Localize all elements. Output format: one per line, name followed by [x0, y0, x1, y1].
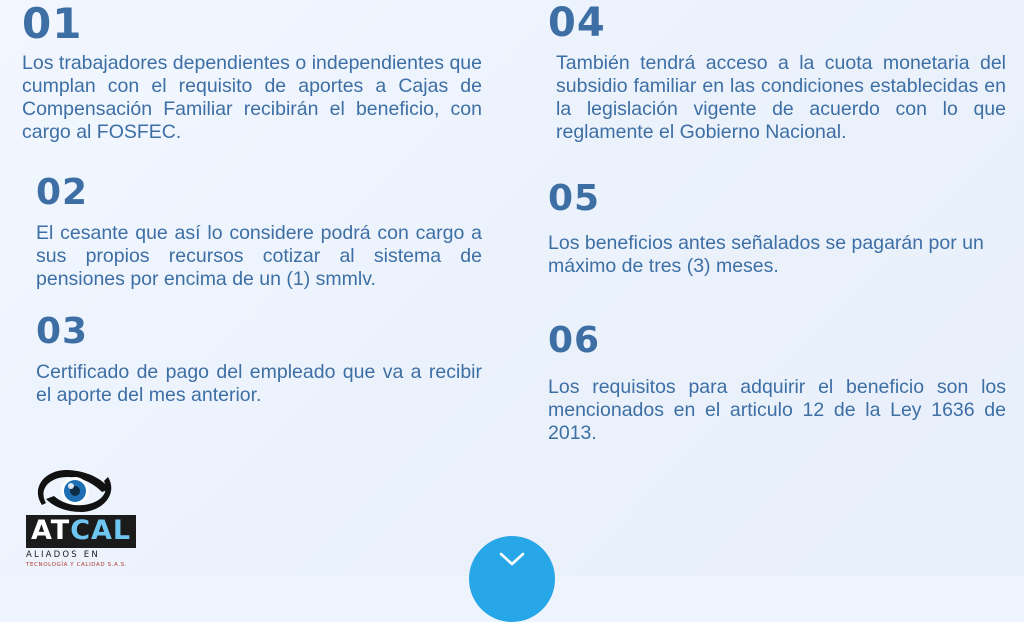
item-number: 01 — [22, 0, 83, 48]
logo-word-main: AT — [31, 514, 71, 546]
logo-word-accent: CAL — [70, 514, 132, 546]
list-item — [36, 174, 482, 291]
list-item — [548, 180, 1006, 278]
item-text: Los trabajadores dependientes o independientes que cumplan con el requisito de aportes a Cajas de Compensación Familiar recibirán el beneficio, con cargo al FOSFEC. — [22, 52, 482, 144]
list-item — [22, 0, 482, 144]
item-text: Los beneficios antes señalados se pagarán por un máximo de tres (3) meses. — [548, 231, 984, 277]
list-item — [36, 310, 482, 407]
logo-tagline: ALIADOS EN — [26, 550, 100, 560]
item-text: El cesante que así lo considere podrá con cargo a sus propios recursos cotizar al sistema de pensiones por encima de un (1) smmlv. — [36, 221, 482, 290]
item-text: Los requisitos para adquirir el beneficio son los mencionados en el articulo 12 de la Ley 1636 de 2013. — [548, 375, 1006, 444]
column-right — [512, 0, 1024, 576]
item-number: 05 — [548, 178, 601, 219]
logo-subtagline: TECNOLOGÍA Y CALIDAD S.A.S. — [26, 562, 128, 568]
company-logo — [26, 465, 130, 568]
item-number: 04 — [548, 0, 606, 46]
scroll-down-button[interactable] — [469, 536, 555, 622]
list-item — [548, 319, 1006, 445]
item-text: También tendrá acceso a la cuota monetaria del subsidio familiar en las condiciones establecidas en la legislación vigente de acuerdo con lo que reglamente el Gobierno Nacional. — [556, 52, 1006, 143]
chevron-down-icon — [499, 552, 525, 566]
item-number: 02 — [36, 172, 89, 214]
item-number: 06 — [548, 319, 601, 361]
logo-wordmark — [26, 515, 136, 548]
item-text: Certificado de pago del empleado que va a recibir el aporte del mes anterior. — [36, 360, 482, 406]
eye-swoosh-icon — [32, 465, 118, 517]
item-number: 03 — [36, 310, 89, 352]
list-item — [548, 2, 1006, 144]
